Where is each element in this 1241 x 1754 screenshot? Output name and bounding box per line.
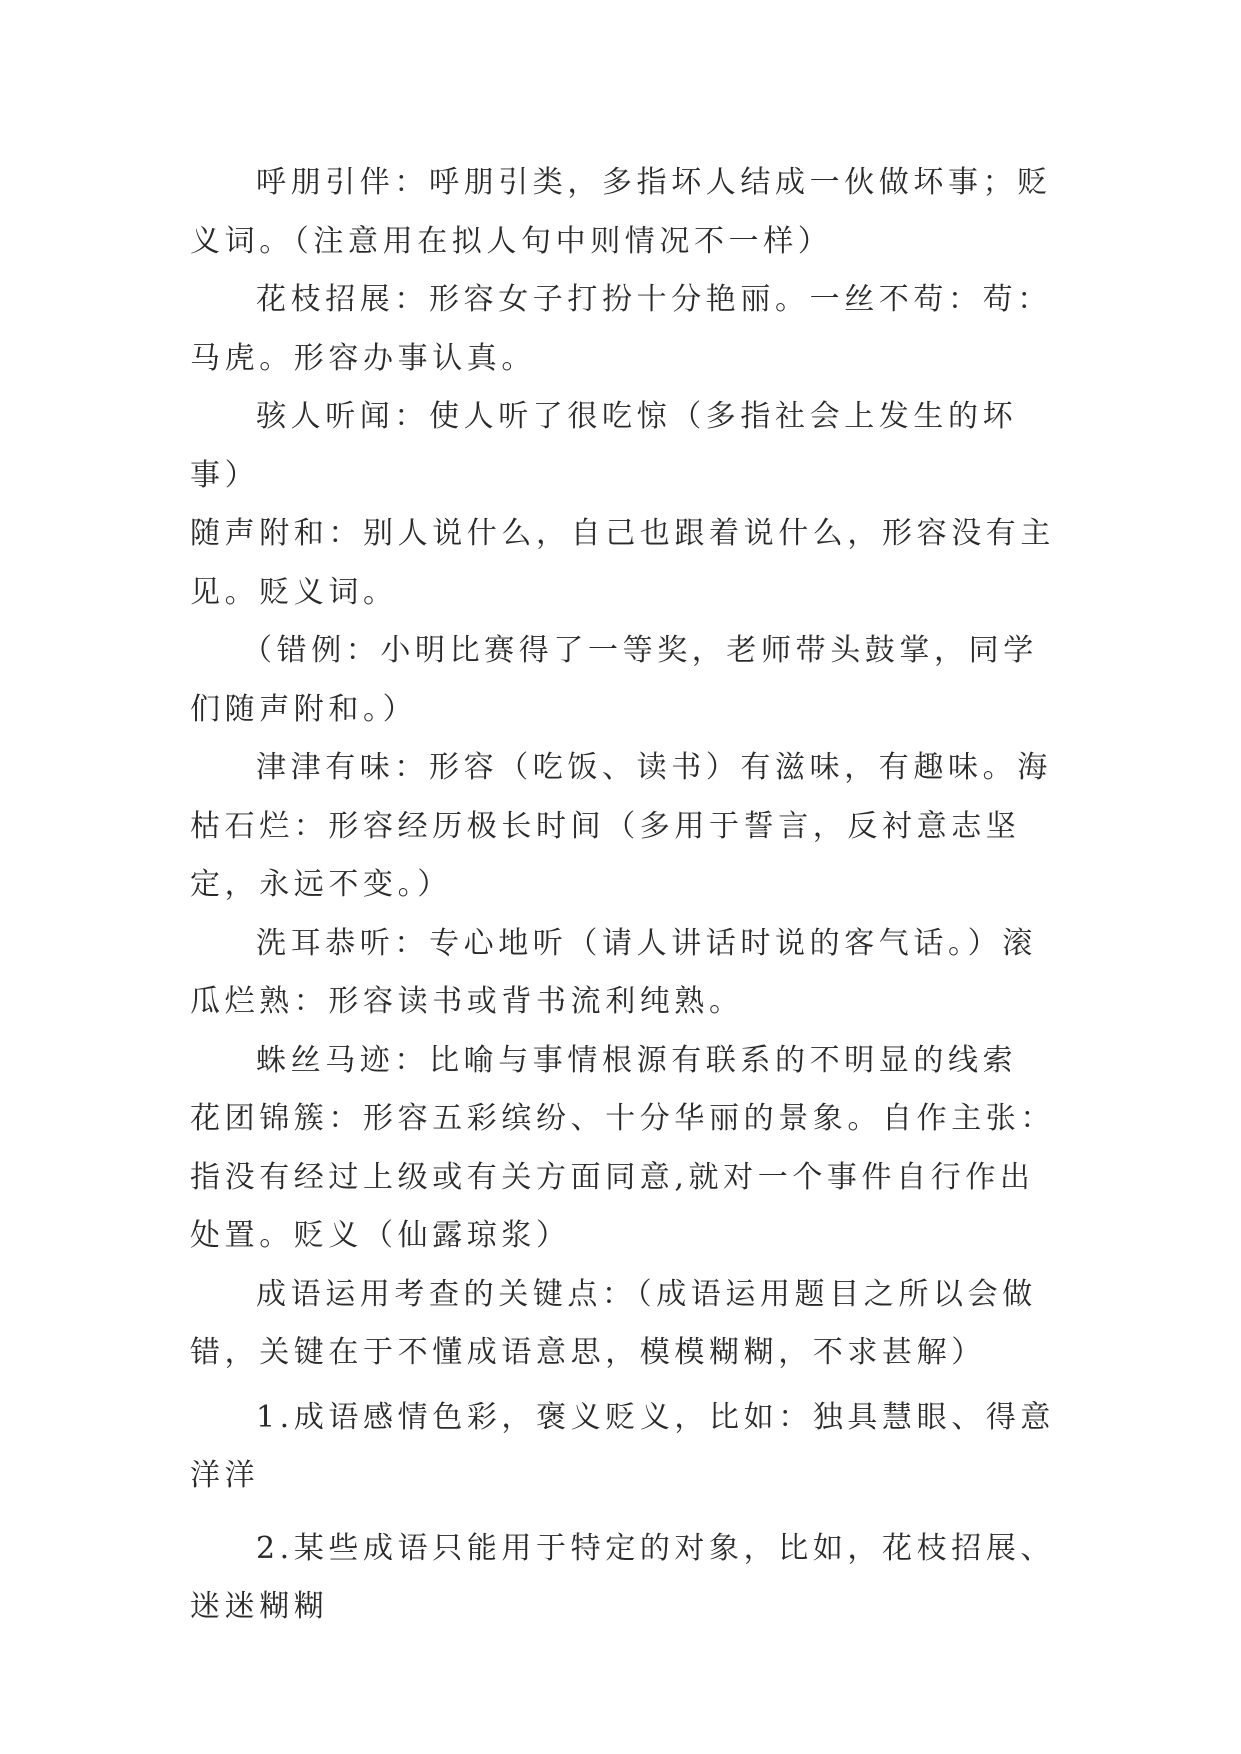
paragraph-huping-yinban: 呼朋引伴：呼朋引类，多指坏人结成一伙做坏事；贬义词。（注意用在拟人句中则情况不一样） <box>190 165 1052 259</box>
paragraph-key-points: 成语运用考查的关键点：（成语运用题目之所以会做错，关键在于不懂成语意思，模模糊糊，不求甚解） <box>190 1276 1037 1370</box>
paragraph-hairen-tingwen: 骇人听闻：使人听了很吃惊（多指社会上发生的坏事） <box>190 399 1018 493</box>
paragraph-suisheng-fuhe: 随声附和：别人说什么，自己也跟着说什么，形容没有主见。贬义词。 <box>190 516 1055 610</box>
document-body <box>190 154 1060 1637</box>
paragraph-point-1: 1.成语感情色彩，褒义贬义，比如：独具慧眼、得意洋洋 <box>190 1399 1056 1493</box>
paragraph-point-2: 2.某些成语只能用于特定的对象，比如，花枝招展、迷迷糊糊 <box>190 1530 1056 1624</box>
paragraph-error-example: （错例：小明比赛得了一等奖，老师带头鼓掌，同学们随声附和。） <box>190 633 1038 727</box>
paragraph-xier-gongting: 洗耳恭听：专心地听（请人讲话时说的客气话。）滚瓜烂熟：形容读书或背书流利纯熟。 <box>190 925 1037 1019</box>
paragraph-zhusi-maji: 蛛丝马迹：比喻与事情根源有联系的不明显的线索 花团锦簇：形容五彩缤纷、十分华丽的景象。自作主张：指没有经过上级或有关方面同意,就对一个事件自行作出处置。贬义（仙露琼浆） <box>190 1042 1055 1253</box>
paragraph-huazhi-zhaozhan: 花枝招展：形容女子打扮十分艳丽。一丝不苟：苟：马虎。形容办事认真。 <box>190 282 1052 376</box>
paragraph-jinjin-youwei: 津津有味：形容（吃饭、读书）有滋味，有趣味。海枯石烂：形容经历极长时间（多用于誓言，反衬意志坚定，永远不变。） <box>190 750 1052 902</box>
